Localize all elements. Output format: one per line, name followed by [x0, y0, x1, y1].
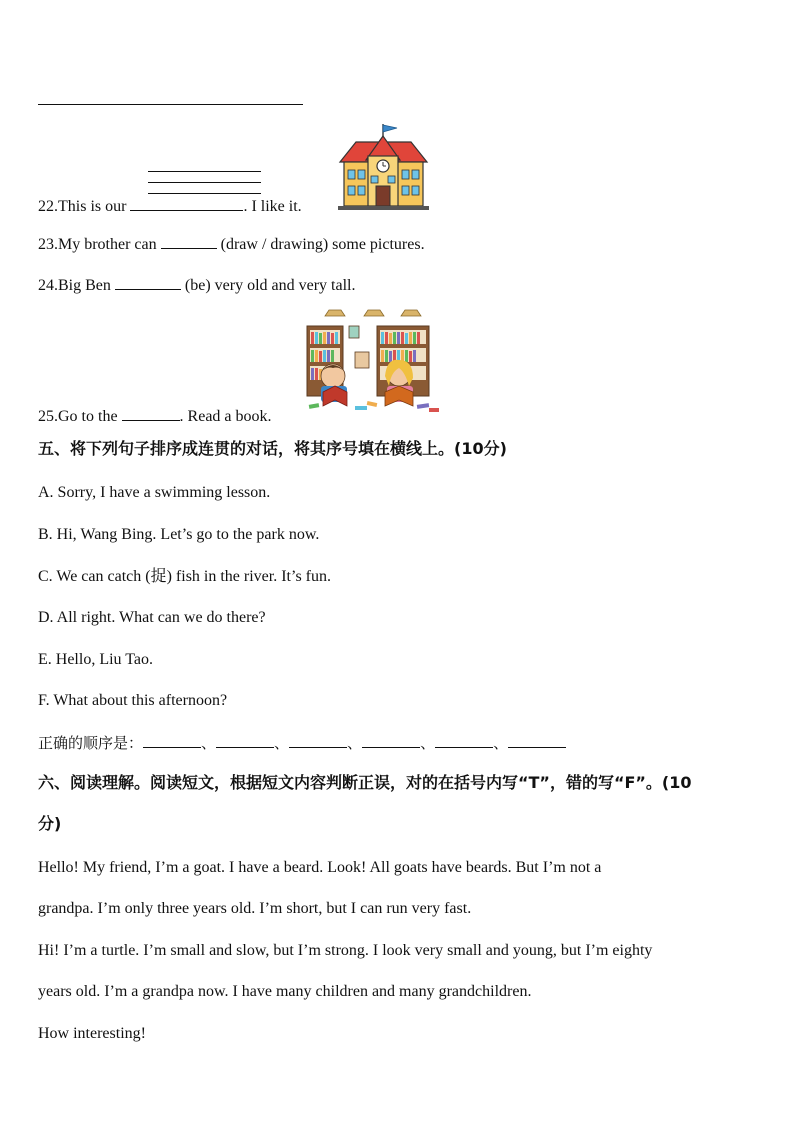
q22-text-after: . I like it.	[243, 198, 302, 215]
q23-text-after: (draw / drawing) some pictures.	[216, 236, 425, 253]
question-22	[38, 196, 302, 217]
q23-number: 23.	[38, 236, 58, 253]
section-5-option-c: C. We can catch (捉) fish in the river. It’s fun.	[38, 568, 332, 585]
order-answer-row	[38, 732, 566, 753]
order-blank-5[interactable]	[435, 733, 493, 748]
order-separator-2: 、	[274, 734, 290, 752]
q24-answer-blank[interactable]	[115, 275, 181, 290]
section-5-title: 五、将下列句子排序成连贯的对话，将其序号填在横线上。(10分)	[38, 439, 507, 458]
passage-line-2: grandpa. I’m only three years old. I’m short, but I can run very fast.	[38, 900, 472, 917]
order-blank-4[interactable]	[362, 733, 420, 748]
top-answer-line	[38, 104, 303, 105]
order-blank-3[interactable]	[289, 733, 347, 748]
q25-answer-blank[interactable]	[122, 406, 180, 421]
section-5-option-a: A. Sorry, I have a swimming lesson.	[38, 484, 271, 501]
question-24	[38, 275, 356, 296]
order-label: 正确的顺序是：	[38, 734, 144, 752]
order-blank-1[interactable]	[143, 733, 201, 748]
order-blank-2[interactable]	[216, 733, 274, 748]
section-6-title-line-2: 分)	[38, 814, 62, 833]
passage-line-1: Hello! My friend, I’m a goat. I have a beard. Look! All goats have beards. But I’m not a	[38, 859, 602, 876]
order-separator-4: 、	[420, 734, 436, 752]
question-23	[38, 234, 425, 255]
order-blank-6[interactable]	[508, 733, 566, 748]
order-separator-3: 、	[347, 734, 363, 752]
q24-text-after: (be) very old and very tall.	[180, 277, 356, 294]
q22-number: 22.	[38, 198, 58, 215]
section-5-option-e: E. Hello, Liu Tao.	[38, 651, 154, 668]
school-building-icon	[336, 122, 431, 212]
q22-answer-blank[interactable]	[130, 196, 243, 211]
q22-extra-line-3	[148, 193, 261, 194]
q24-number: 24.	[38, 277, 58, 294]
order-separator-5: 、	[493, 734, 509, 752]
passage-line-4: years old. I’m a grandpa now. I have many children and many grandchildren.	[38, 983, 532, 1000]
q25-number: 25.	[38, 408, 58, 425]
section-5-option-d: D. All right. What can we do there?	[38, 609, 266, 626]
q22-extra-line-2	[148, 182, 261, 183]
section-6-title-line-1: 六、阅读理解。阅读短文，根据短文内容判断正误，对的在括号内写“T”，错的写“F”。(10	[38, 773, 692, 792]
section-5-option-f: F. What about this afternoon?	[38, 692, 228, 709]
question-25	[38, 406, 272, 427]
passage-line-5: How interesting!	[38, 1025, 146, 1042]
q24-text-before: Big Ben	[58, 277, 111, 294]
q22-text-before: This is our	[58, 198, 127, 215]
section-5-option-b: B. Hi, Wang Bing. Let’s go to the park now.	[38, 526, 320, 543]
q23-answer-blank[interactable]	[161, 234, 217, 249]
passage-line-3: Hi! I’m a turtle. I’m small and slow, but I’m strong. I look very small and young, but I’m eighty	[38, 942, 653, 959]
q23-text-before: My brother can	[58, 236, 157, 253]
q22-extra-line-1	[148, 171, 261, 172]
order-separator-1: 、	[201, 734, 217, 752]
q25-text-after: . Read a book.	[179, 408, 272, 425]
kids-reading-library-icon	[305, 306, 445, 418]
q25-text-before: Go to the	[58, 408, 118, 425]
